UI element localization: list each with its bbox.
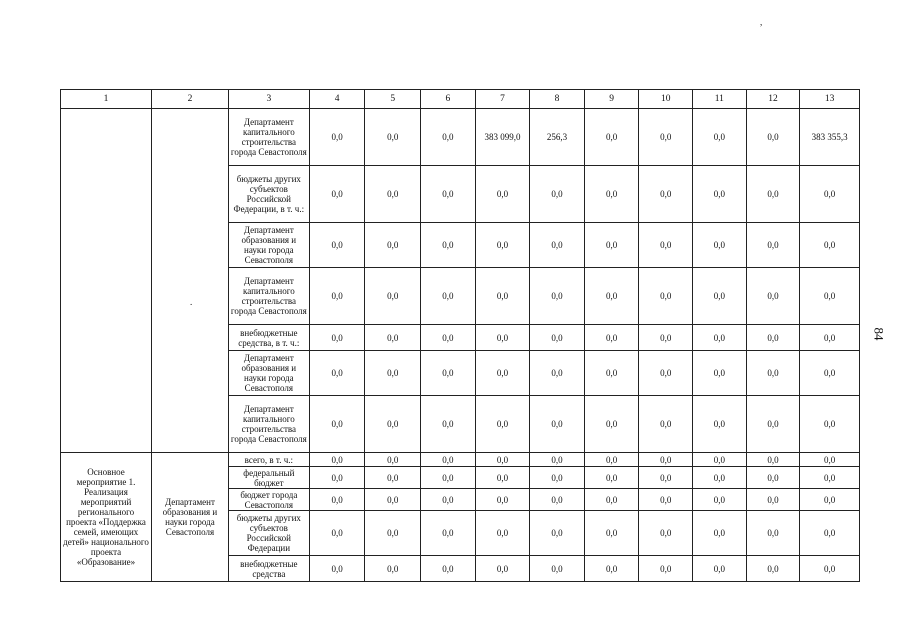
value-cell: 0,0	[693, 109, 747, 166]
value-cell: 0,0	[584, 453, 639, 467]
value-cell: 0,0	[530, 511, 585, 556]
value-cell: 0,0	[693, 166, 747, 223]
value-cell: 0,0	[309, 396, 365, 453]
value-cell: 0,0	[639, 166, 693, 223]
value-cell: 0,0	[530, 489, 585, 511]
header-row	[61, 90, 860, 109]
value-cell: 0,0	[746, 351, 800, 396]
value-cell: 0,0	[693, 325, 747, 351]
col-header: 8	[530, 90, 585, 109]
value-cell: 0,0	[584, 556, 639, 582]
value-cell: 0,0	[309, 223, 365, 268]
value-cell: 383 355,3	[800, 109, 860, 166]
value-cell: 0,0	[800, 556, 860, 582]
funding-source: бюджет города Севастополя	[228, 489, 309, 511]
value-cell: 0,0	[639, 489, 693, 511]
value-cell: 0,0	[421, 556, 476, 582]
value-cell: 0,0	[746, 489, 800, 511]
value-cell: 0,0	[800, 453, 860, 467]
value-cell: 0,0	[475, 489, 530, 511]
value-cell: 0,0	[746, 166, 800, 223]
value-cell: 0,0	[693, 467, 747, 489]
value-cell: 0,0	[530, 268, 585, 325]
value-cell: 0,0	[693, 351, 747, 396]
value-cell: 0,0	[309, 268, 365, 325]
value-cell: 0,0	[475, 453, 530, 467]
value-cell: 0,0	[365, 511, 421, 556]
value-cell: 0,0	[421, 453, 476, 467]
value-cell: 0,0	[365, 268, 421, 325]
col-header: 9	[584, 90, 639, 109]
funding-source: Департамент капитального строительства города Севастополя	[228, 396, 309, 453]
value-cell: 0,0	[421, 223, 476, 268]
col-header: 10	[639, 90, 693, 109]
value-cell: 0,0	[530, 166, 585, 223]
value-cell: 0,0	[475, 511, 530, 556]
value-cell: 0,0	[584, 166, 639, 223]
funding-source: бюджеты других субъектов Российской Федерации	[228, 511, 309, 556]
col-header: 4	[309, 90, 365, 109]
value-cell: 0,0	[584, 511, 639, 556]
value-cell: 0,0	[309, 109, 365, 166]
value-cell: 0,0	[309, 511, 365, 556]
value-cell: 0,0	[530, 556, 585, 582]
page-number: 84	[871, 327, 887, 341]
funding-source: федеральный бюджет	[228, 467, 309, 489]
table-row	[61, 109, 860, 166]
value-cell: 0,0	[746, 467, 800, 489]
value-cell: 0,0	[639, 109, 693, 166]
funding-source: внебюджетные средства	[228, 556, 309, 582]
funding-source: бюджеты других субъектов Российской Федерации, в т. ч.:	[228, 166, 309, 223]
value-cell: 0,0	[421, 268, 476, 325]
value-cell: 0,0	[800, 467, 860, 489]
value-cell: 0,0	[693, 511, 747, 556]
value-cell: 0,0	[584, 489, 639, 511]
value-cell: 0,0	[475, 396, 530, 453]
value-cell: 0,0	[746, 396, 800, 453]
value-cell: 0,0	[746, 268, 800, 325]
value-cell: 0,0	[421, 489, 476, 511]
value-cell: 0,0	[746, 109, 800, 166]
col-header: 13	[800, 90, 860, 109]
value-cell: 0,0	[530, 351, 585, 396]
value-cell: 0,0	[475, 325, 530, 351]
value-cell: 0,0	[309, 351, 365, 396]
value-cell: 0,0	[530, 396, 585, 453]
value-cell: 0,0	[639, 223, 693, 268]
value-cell: 0,0	[639, 325, 693, 351]
scan-speck: ,	[760, 17, 763, 27]
table-row	[61, 453, 860, 467]
value-cell: 0,0	[365, 556, 421, 582]
col-header: 6	[421, 90, 476, 109]
value-cell: 0,0	[365, 489, 421, 511]
value-cell: 0,0	[365, 467, 421, 489]
value-cell: 0,0	[584, 223, 639, 268]
value-cell: 0,0	[800, 166, 860, 223]
value-cell: 0,0	[746, 556, 800, 582]
scan-dot: .	[190, 297, 193, 307]
activity-executor: Департамент образования и науки города Севастополя	[152, 453, 229, 582]
value-cell: 0,0	[365, 325, 421, 351]
value-cell: 0,0	[309, 325, 365, 351]
value-cell: 0,0	[365, 166, 421, 223]
value-cell: 0,0	[421, 109, 476, 166]
funding-source: Департамент образования и науки города Севастополя	[228, 351, 309, 396]
value-cell: 0,0	[800, 511, 860, 556]
col-header: 12	[746, 90, 800, 109]
value-cell: 0,0	[800, 223, 860, 268]
value-cell: 0,0	[309, 453, 365, 467]
value-cell: 0,0	[584, 268, 639, 325]
value-cell: 0,0	[309, 489, 365, 511]
value-cell: 0,0	[639, 396, 693, 453]
budget-table	[60, 89, 860, 582]
value-cell: 0,0	[421, 166, 476, 223]
value-cell: 0,0	[530, 223, 585, 268]
value-cell: 0,0	[693, 223, 747, 268]
value-cell: 0,0	[584, 396, 639, 453]
value-cell: 0,0	[365, 109, 421, 166]
value-cell: 0,0	[693, 453, 747, 467]
value-cell: 0,0	[421, 351, 476, 396]
value-cell: 0,0	[746, 223, 800, 268]
value-cell: 0,0	[584, 467, 639, 489]
value-cell: 0,0	[800, 396, 860, 453]
value-cell: 0,0	[475, 223, 530, 268]
value-cell: 0,0	[530, 467, 585, 489]
value-cell: 0,0	[421, 396, 476, 453]
value-cell: 0,0	[693, 396, 747, 453]
value-cell: 0,0	[309, 166, 365, 223]
funding-source: всего, в т. ч.:	[228, 453, 309, 467]
value-cell: 0,0	[639, 467, 693, 489]
value-cell: 0,0	[475, 351, 530, 396]
value-cell: 0,0	[639, 556, 693, 582]
value-cell: 0,0	[693, 268, 747, 325]
value-cell: 0,0	[639, 511, 693, 556]
value-cell: 0,0	[693, 556, 747, 582]
col-header: 11	[693, 90, 747, 109]
value-cell: 0,0	[800, 351, 860, 396]
col-header: 3	[228, 90, 309, 109]
funding-source: внебюджетные средства, в т. ч.:	[228, 325, 309, 351]
value-cell: 0,0	[365, 223, 421, 268]
value-cell: 0,0	[639, 351, 693, 396]
funding-source: Департамент капитального строительства города Севастополя	[228, 109, 309, 166]
value-cell: 0,0	[421, 467, 476, 489]
value-cell: 383 099,0	[475, 109, 530, 166]
col-header: 5	[365, 90, 421, 109]
activity-cell-empty	[61, 109, 152, 453]
value-cell: 0,0	[309, 467, 365, 489]
value-cell: 0,0	[365, 453, 421, 467]
col-header: 1	[61, 90, 152, 109]
value-cell: 0,0	[530, 453, 585, 467]
value-cell: 0,0	[475, 268, 530, 325]
value-cell: 0,0	[639, 453, 693, 467]
value-cell: 0,0	[584, 109, 639, 166]
value-cell: 0,0	[800, 489, 860, 511]
value-cell: 0,0	[475, 467, 530, 489]
value-cell: 0,0	[584, 351, 639, 396]
value-cell: 0,0	[693, 489, 747, 511]
value-cell: 0,0	[746, 453, 800, 467]
funding-source: Департамент капитального строительства города Севастополя	[228, 268, 309, 325]
value-cell: 0,0	[800, 268, 860, 325]
value-cell: 0,0	[365, 351, 421, 396]
funding-source: Департамент образования и науки города Севастополя	[228, 223, 309, 268]
value-cell: 0,0	[475, 166, 530, 223]
value-cell: 0,0	[800, 325, 860, 351]
value-cell: 0,0	[475, 556, 530, 582]
activity-name: Основное мероприятие 1. Реализация мероприятий регионального проекта «Поддержка семей, имеющих детей» национального проекта «Образование»	[61, 453, 152, 582]
value-cell: 0,0	[365, 396, 421, 453]
value-cell: 0,0	[309, 556, 365, 582]
col-header: 7	[475, 90, 530, 109]
value-cell: 0,0	[746, 511, 800, 556]
value-cell: 0,0	[421, 511, 476, 556]
value-cell: 0,0	[530, 325, 585, 351]
value-cell: 0,0	[584, 325, 639, 351]
col-header: 2	[152, 90, 229, 109]
value-cell: 0,0	[746, 325, 800, 351]
value-cell: 0,0	[639, 268, 693, 325]
value-cell: 256,3	[530, 109, 585, 166]
executor-cell-empty	[152, 109, 229, 453]
value-cell: 0,0	[421, 325, 476, 351]
